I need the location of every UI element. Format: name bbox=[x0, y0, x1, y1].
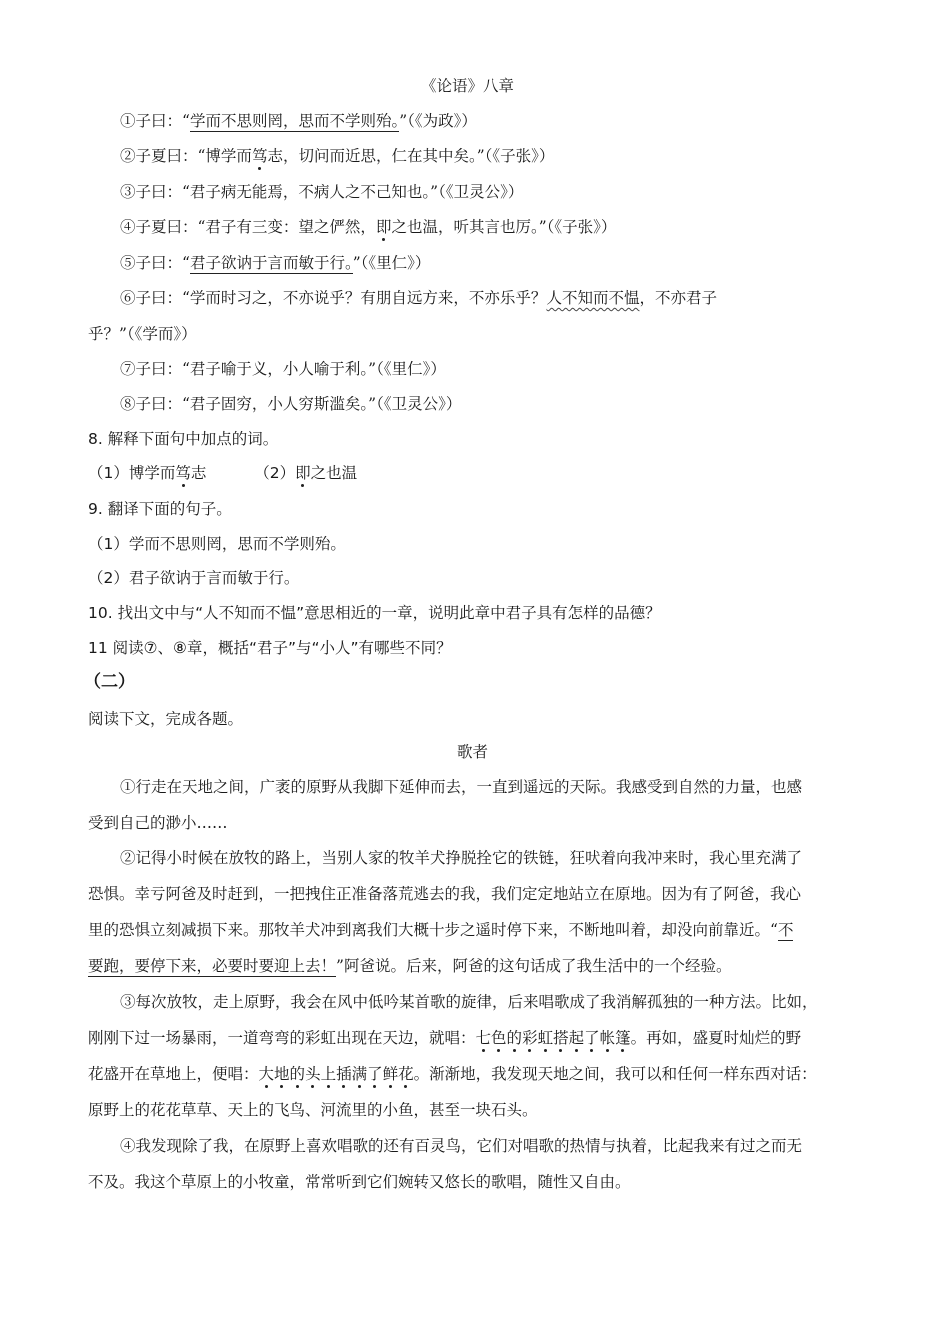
para-2-line-3-text: 里的恐惧立刻减损下来。那牧羊犬冲到离我们大概十步之遥时停下来，不断地叫着，却没向前靠近。“ bbox=[88, 921, 778, 939]
chapter-6 bbox=[120, 288, 717, 308]
para-4-line-1: ④我发现除了我，在原野上喜欢唱歌的还有百灵鸟，它们对唱歌的热情与执着，比起我来有过之而无 bbox=[120, 1137, 803, 1155]
question-8: 8. 解释下面句中加点的词。 bbox=[88, 430, 279, 448]
chapter-1-pre: ①子曰：“ bbox=[120, 112, 190, 130]
dotted-char: 了 bbox=[367, 1065, 383, 1083]
dotted-char: 的 bbox=[506, 1029, 523, 1047]
question-10: 10. 找出文中与“人不知而不愠”意思相近的一章，说明此章中君子具有怎样的品德？ bbox=[88, 604, 661, 622]
chapter-5-quote: 君子欲讷于言而敏于行。 bbox=[189, 254, 353, 272]
dotted-char: 上 bbox=[320, 1065, 337, 1083]
question-8-item-2-dot: 即 bbox=[295, 464, 311, 482]
chapter-4-pre: ④子夏曰：“君子有三变：望之俨然， bbox=[120, 218, 376, 236]
question-8-item-1-dot: 笃 bbox=[175, 464, 191, 482]
question-8-item-2-pre: （2） bbox=[254, 464, 296, 482]
lunyu-title: 《论语》八章 bbox=[421, 77, 515, 95]
para-2-quote-start: 不 bbox=[777, 921, 794, 939]
chapter-2-pre: ②子夏曰：“博学而 bbox=[120, 147, 252, 165]
dotted-char: 头 bbox=[305, 1065, 321, 1083]
dotted-char: 彩 bbox=[522, 1029, 538, 1047]
para-2-quote: 要跑，要停下来，必要时要迎上去！ bbox=[88, 957, 337, 975]
dotted-char: 大 bbox=[258, 1065, 275, 1083]
dotted-char: 色 bbox=[491, 1029, 507, 1047]
para-1-line-1: ①行走在天地之间，广袤的原野从我脚下延伸而去，一直到遥远的天际。我感受到自然的力量，也感 bbox=[120, 778, 803, 796]
dotted-char: 搭 bbox=[553, 1029, 569, 1047]
dotted-char: 插 bbox=[336, 1065, 352, 1083]
chapter-5 bbox=[120, 253, 430, 273]
chapter-1-quote: 学而不思则罔，思而不学则殆。 bbox=[189, 112, 400, 130]
chapter-8: ⑧子曰：“君子固穷，小人穷斯滥矣。”（《卫灵公》） bbox=[120, 395, 462, 413]
para-3-line-3-pre: 花盛开在草地上，便唱： bbox=[88, 1065, 259, 1083]
section-2-heading: （二） bbox=[84, 672, 135, 692]
chapter-3: ③子曰：“君子病无能焉，不病人之不己知也。”（《卫灵公》） bbox=[120, 183, 524, 201]
para-2-line-2: 恐惧。幸亏阿爸及时赶到，一把拽住正准备落荒逃去的我，我们定定地站立在原地。因为有了阿爸，我心 bbox=[88, 885, 802, 903]
chapter-4 bbox=[120, 217, 616, 237]
para-1-line-2: 受到自己的渺小…… bbox=[88, 814, 228, 832]
question-9: 9. 翻译下面的句子。 bbox=[88, 500, 232, 518]
question-8-items bbox=[88, 463, 357, 483]
para-3-dotted-lyric-1 bbox=[476, 1029, 631, 1047]
dotted-char: 鲜 bbox=[382, 1065, 399, 1083]
para-3-line-2 bbox=[88, 1028, 801, 1048]
question-9-item-2: （2）君子欲讷于言而敏于行。 bbox=[88, 569, 300, 587]
chapter-2-dotted-word: 笃 bbox=[251, 147, 268, 165]
question-8-item-1-pre: （1）博学而 bbox=[88, 464, 176, 482]
dotted-char: 的 bbox=[289, 1065, 306, 1083]
dotted-char: 帐 bbox=[599, 1029, 616, 1047]
chapter-7: ⑦子曰：“君子喻于义，小人喻于利。”（《里仁》） bbox=[120, 360, 446, 378]
dotted-char: 虹 bbox=[537, 1029, 554, 1047]
para-3-line-3 bbox=[88, 1064, 817, 1084]
para-3-dotted-lyric-2 bbox=[259, 1065, 414, 1083]
para-2-line-4-text: ”阿爸说。后来，阿爸的这句话成了我生活中的一个经验。 bbox=[336, 957, 732, 975]
chapter-4-dotted-word: 即 bbox=[375, 218, 392, 236]
para-3-line-3-post: 。渐渐地，我发现天地之间，我可以和任何一样东西对话： bbox=[413, 1065, 817, 1083]
para-2-line-1: ②记得小时候在放牧的路上，当别人家的牧羊犬挣脱拴它的铁链，狂吠着向我冲来时，我心里充满了 bbox=[120, 849, 803, 867]
dotted-char: 七 bbox=[475, 1029, 492, 1047]
question-9-item-1: （1）学而不思则罔，思而不学则殆。 bbox=[88, 535, 346, 553]
chapter-1 bbox=[120, 111, 477, 131]
para-3-line-2-post: 。再如，盛夏时灿烂的野 bbox=[630, 1029, 802, 1047]
para-2-line-3 bbox=[88, 920, 793, 940]
para-3-line-4: 原野上的花花草草、天上的飞鸟、河流里的小鱼，甚至一块石头。 bbox=[88, 1101, 538, 1119]
dotted-char: 起 bbox=[568, 1029, 585, 1047]
dotted-char: 花 bbox=[398, 1065, 414, 1083]
section-2-instruction: 阅读下文，完成各题。 bbox=[88, 710, 244, 728]
chapter-5-pre: ⑤子曰：“ bbox=[120, 254, 190, 272]
dotted-char: 篷 bbox=[615, 1029, 631, 1047]
chapter-6-pre: ⑥子曰：“学而时习之，不亦说乎？有朋自远方来，不亦乐乎？ bbox=[120, 289, 547, 307]
chapter-2 bbox=[120, 146, 554, 166]
para-4-line-2: 不及。我这个草原上的小牧童，常常听到它们婉转又悠长的歌唱，随性又自由。 bbox=[88, 1173, 631, 1191]
chapter-6-wavy: 人不知而不愠 bbox=[546, 289, 640, 307]
question-8-item-2-post: 之也温 bbox=[310, 464, 358, 482]
chapter-6-post: ，不亦君子 bbox=[639, 289, 717, 307]
dotted-char: 了 bbox=[584, 1029, 600, 1047]
dotted-char: 满 bbox=[351, 1065, 368, 1083]
question-8-item-1-post: 志 bbox=[190, 464, 207, 482]
chapter-1-post: ”（《为政》） bbox=[399, 112, 477, 130]
para-3-line-2-pre: 刚刚下过一场暴雨，一道弯弯的彩虹出现在天边，就唱： bbox=[88, 1029, 476, 1047]
question-11: 11 阅读⑦、⑧章，概括“君子”与“小人”有哪些不同？ bbox=[88, 639, 452, 657]
dotted-char: 地 bbox=[274, 1065, 290, 1083]
chapter-6-line2: 乎？”（《学而》） bbox=[88, 325, 197, 343]
para-3-line-1: ③每次放牧，走上原野，我会在风中低吟某首歌的旋律，后来唱歌成了我消解孤独的一种方法。比如， bbox=[120, 993, 818, 1011]
chapter-2-post: 志，切问而近思，仁在其中矣。”（《子张》） bbox=[267, 147, 555, 165]
chapter-5-post: ”（《里仁》） bbox=[352, 254, 431, 272]
chapter-4-post: 之也温，听其言也厉。”（《子张》） bbox=[391, 218, 617, 236]
essay-title: 歌者 bbox=[457, 743, 489, 761]
para-2-line-4 bbox=[88, 956, 731, 976]
